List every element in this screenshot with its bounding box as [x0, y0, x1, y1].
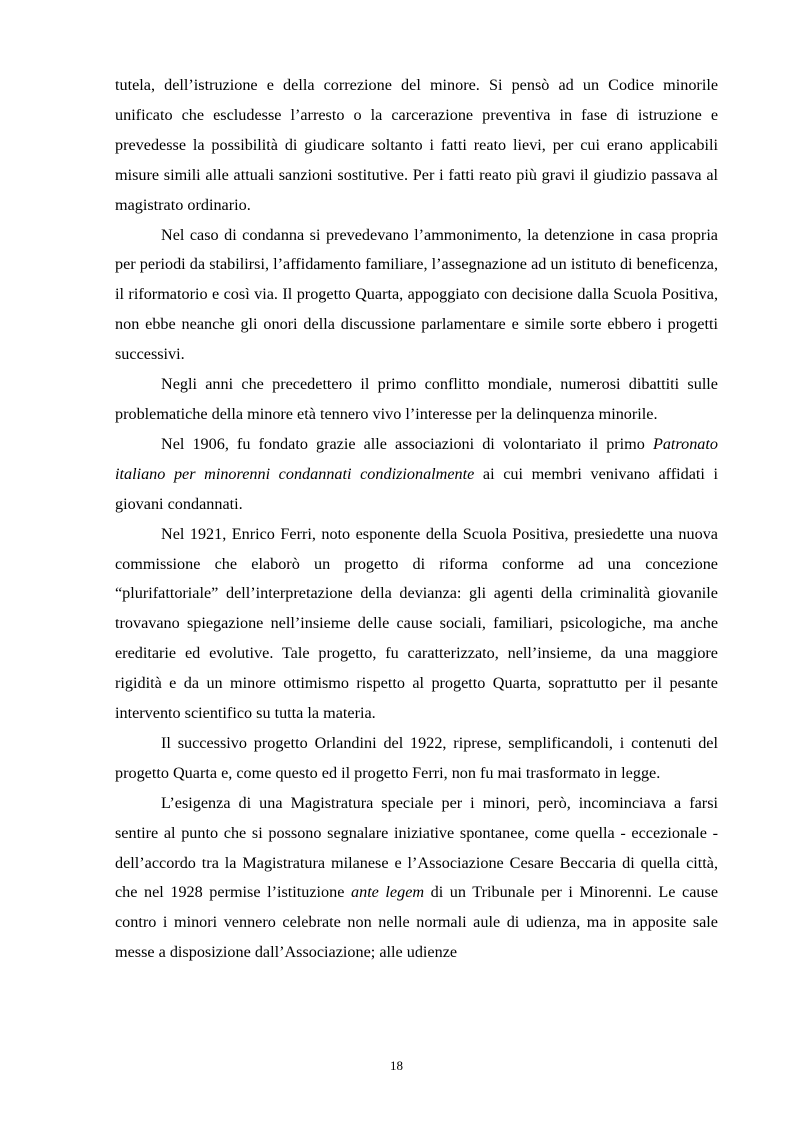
paragraph-text: L’esigenza di una Magistratura speciale per i minori, però, incominciava a farsi sentire al punto che si possono segnalare iniziative spontanee, come quella - eccezionale - dell’accordo tra la Magistratura milanese e l’Associazione Cesare Beccaria di quella città, che nel 1928 permise l’istituzione	[115, 793, 718, 902]
paragraph	[115, 221, 718, 371]
paragraph-text: ai cui membri venivano affidati i giovani condannati.	[115, 464, 718, 513]
paragraph-text: Nel 1921, Enrico Ferri, noto esponente della Scuola Positiva, presiedette una nuova commissione che elaborò un progetto di riforma conforme ad una concezione “plurifattoriale” dell’interpretazione della devianza: gli agenti della criminalità giovanile trovavano spiegazione nell’insieme delle cause sociali, familiari, psicologiche, ma anche ereditarie ed evolutive. Tale progetto, fu caratterizzato, nell’insieme, da una maggiore rigidità e da un minore ottimismo rispetto al progetto Quarta, soprattutto per il pesante intervento scientifico su tutta la materia.	[115, 524, 718, 723]
paragraph-text: Il successivo progetto Orlandini del 1922, riprese, semplificandoli, i contenuti del progetto Quarta e, come questo ed il progetto Ferri, non fu mai trasformato in legge.	[115, 733, 718, 782]
paragraph	[115, 430, 718, 520]
italic-text: ante legem	[351, 883, 425, 902]
paragraph	[115, 370, 718, 430]
paragraph-text: Nel 1906, fu fondato grazie alle associazioni di volontariato il primo	[161, 434, 653, 453]
paragraph-text: tutela, dell’istruzione e della correzione del minore. Si pensò ad un Codice minorile unificato che escludesse l’arresto o la carcerazione preventiva in fase di istruzione e prevedesse la possibilità di giudicare soltanto i fatti reato lievi, per cui erano applicabili misure simili alle attuali sanzioni sostitutive. Per i fatti reato più gravi il giudizio passava al magistrato ordinario.	[115, 76, 718, 214]
italic-text: Patronato italiano per minorenni condannati condizionalmente	[115, 434, 718, 483]
document-body	[115, 71, 718, 968]
paragraph-text: Negli anni che precedettero il primo conflitto mondiale, numerosi dibattiti sulle problematiche della minore età tennero vivo l’interesse per la delinquenza minorile.	[115, 375, 718, 423]
paragraph	[115, 789, 718, 968]
paragraph-text: di un Tribunale per i Minorenni. Le cause contro i minori vennero celebrate non nelle normali aule di udienza, ma in apposite sale messe a disposizione dall’Associazione; alle udienze	[115, 883, 718, 962]
paragraph-text: Nel caso di condanna si prevedevano l’ammonimento, la detenzione in casa propria per periodi da stabilirsi, l’affidamento familiare, l’assegnazione ad un istituto di beneficenza, il riformatorio e così via. Il progetto Quarta, appoggiato con decisione dalla Scuola Positiva, non ebbe neanche gli onori della discussione parlamentare e simile sorte ebbero i progetti successivi.	[115, 225, 718, 364]
paragraph	[115, 729, 718, 789]
paragraph	[115, 71, 718, 221]
page-number: 18	[390, 1058, 403, 1073]
paragraph	[115, 520, 718, 729]
